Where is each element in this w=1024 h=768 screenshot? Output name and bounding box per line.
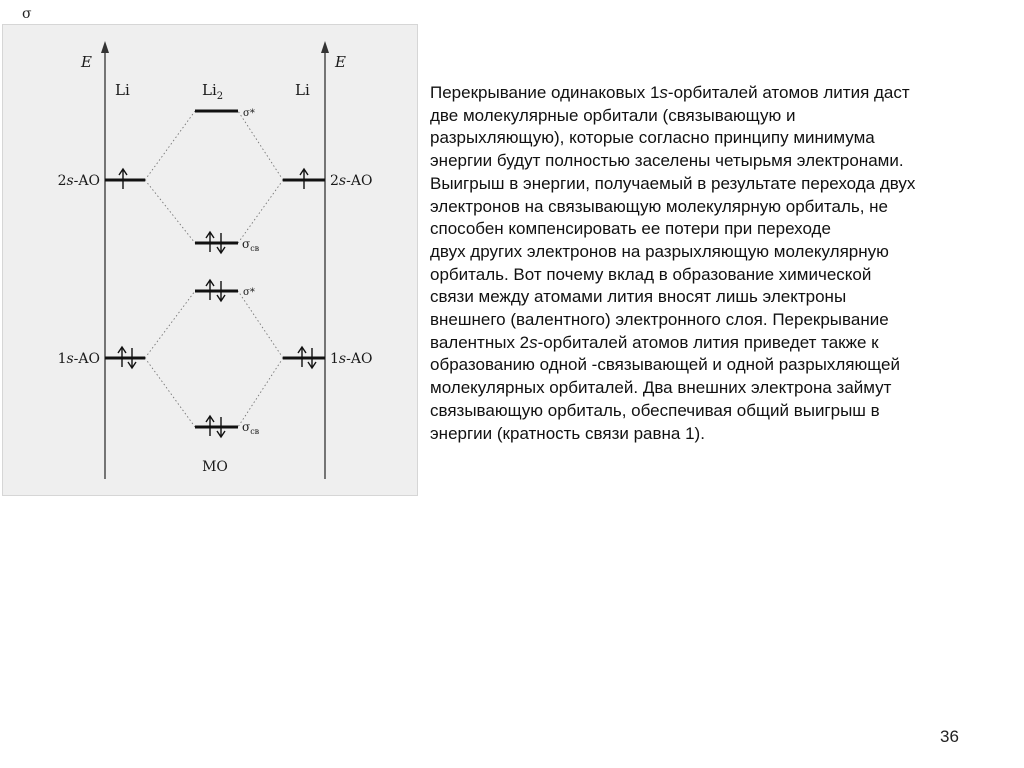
left-axis-arrowhead: [101, 41, 109, 53]
page-number: 36: [940, 727, 959, 746]
text-line: двух других электронов на разрыхляющую молекулярную: [430, 241, 889, 261]
sigma-bond-1s-label: $\sigma_{св}$: [242, 420, 260, 436]
text-line: энергии (кратность связи равна 1).: [430, 423, 705, 443]
right-atom-label: Li: [295, 81, 310, 99]
text-line: две молекулярные орбитали (связывающую и: [430, 105, 796, 125]
left-1s-ao-label: 1s-AO: [57, 351, 100, 367]
text-line: внешнего (валентного) электронного слоя. Перекрывание: [430, 310, 889, 330]
mo-diagram: [2, 24, 418, 496]
right-axis-label: E: [335, 53, 346, 71]
text-line: молекулярных орбиталей. Два внешних электрона займут: [430, 378, 892, 398]
text-line: разрыхляющую), которые согласно принципу минимума: [430, 128, 875, 148]
text-line: энергии будут полностью заселены четырьмя электронами.: [430, 151, 904, 171]
explanation-text: [430, 82, 1005, 445]
sigma-star-2s-label: σ*: [243, 108, 255, 119]
sigma-star-1s-label: σ*: [243, 287, 255, 298]
text-line: валентных 2s-орбиталей атомов лития приведет также к: [430, 332, 879, 352]
text-line: электронов на связывающую молекулярную орбиталь, не: [430, 196, 889, 216]
left-axis-label: E: [81, 53, 92, 71]
text-line: способен компенсировать ее потери при переходе: [430, 219, 831, 239]
text-line: образованию одной -связывающей и одной разрыхляющей: [430, 355, 901, 375]
mo-label: MO: [202, 459, 228, 475]
mo-diagram-svg: [3, 25, 419, 497]
left-atom-label: Li: [115, 81, 130, 99]
correlation-lines: [145, 111, 283, 427]
text-line: связывающую орбиталь, обеспечивая общий выигрыш в: [430, 400, 880, 420]
energy-levels: [105, 111, 325, 427]
right-2s-ao-label: 2s-AO: [330, 173, 373, 189]
sigma-bond-2s-label: $\sigma_{св}$: [242, 237, 260, 253]
right-axis-arrowhead: [321, 41, 329, 53]
right-1s-ao-label: 1s-AO: [330, 351, 373, 367]
left-2s-ao-label: 2s-AO: [57, 173, 100, 189]
text-line: связи между атомами лития вносят лишь электроны: [430, 287, 847, 307]
text-line: орбиталь. Вот почему вклад в образование химической: [430, 264, 872, 284]
sigma-symbol: σ: [22, 6, 32, 22]
text-line: Выигрыш в энергии, получаемый в результате перехода двух: [430, 173, 916, 193]
molecule-label: $Li_2$: [202, 81, 224, 102]
electron-arrows: [118, 169, 316, 437]
text-line: Перекрывание одинаковых 1s-орбиталей атомов лития даст: [430, 83, 910, 102]
